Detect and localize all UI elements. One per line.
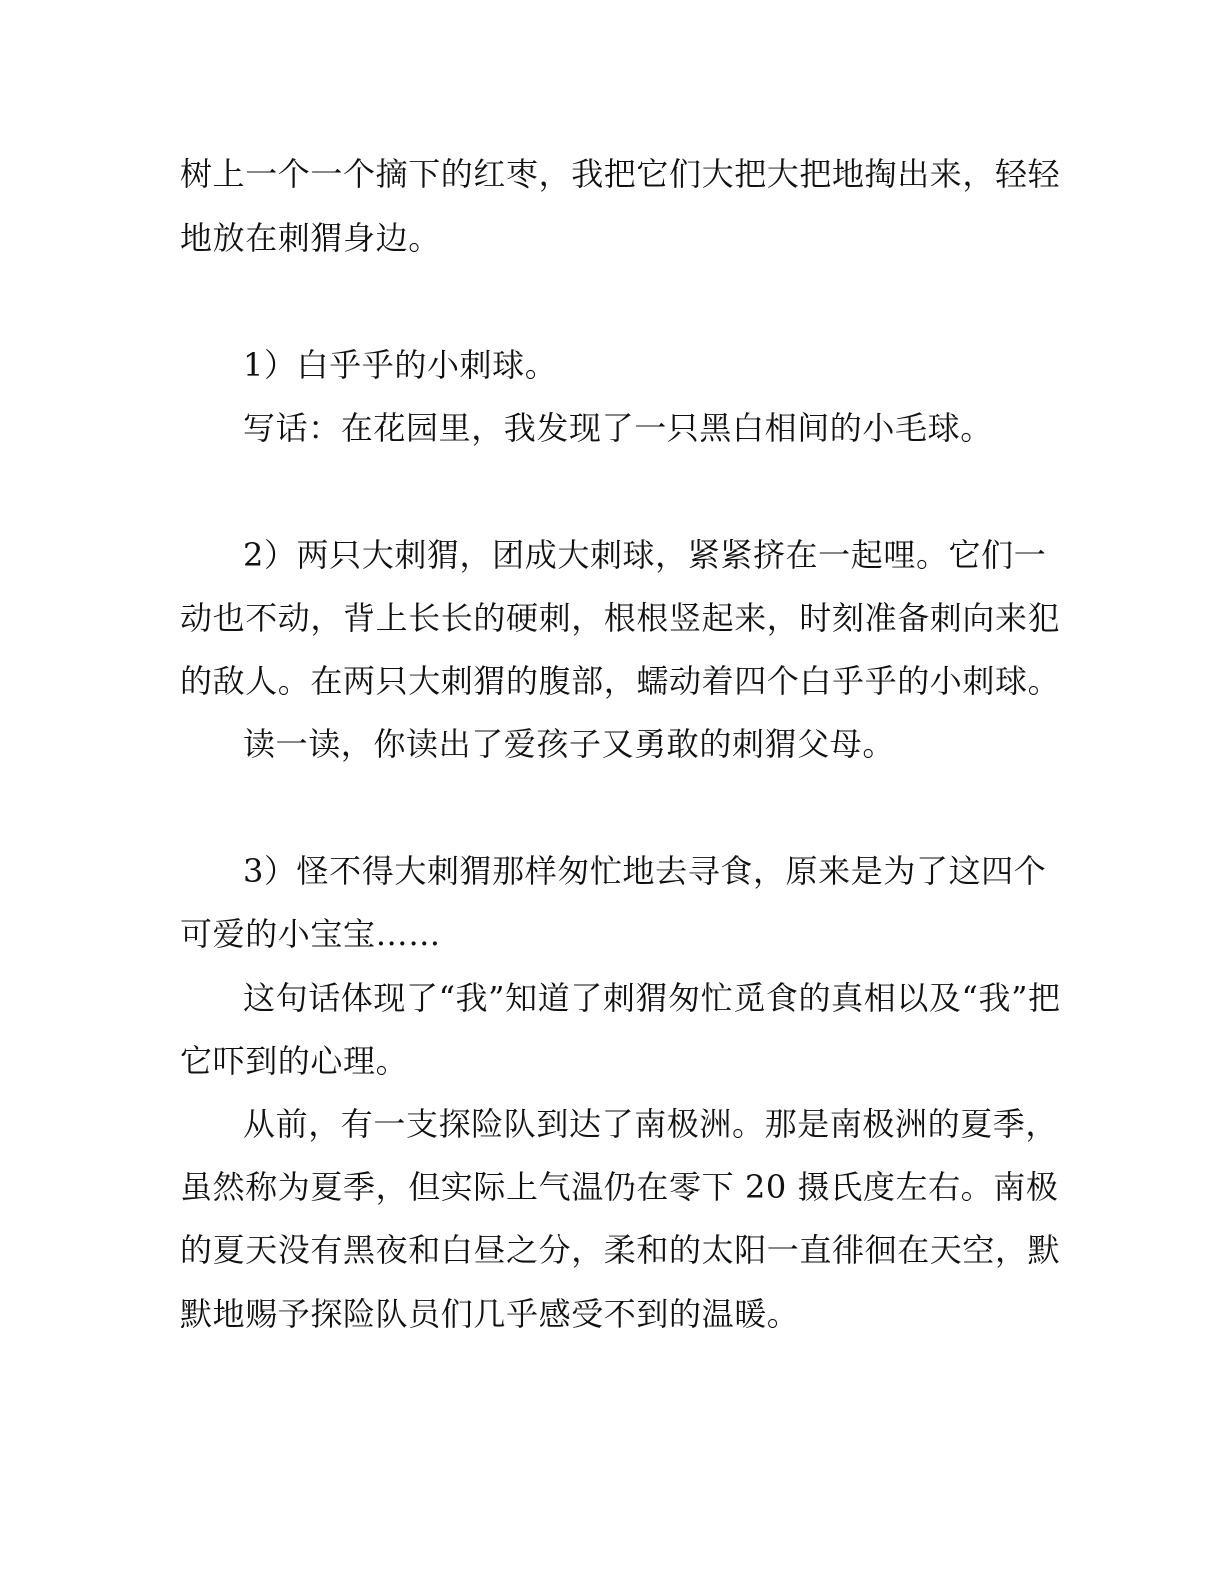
paragraph-line: 的敌人。在两只大刺猬的腹部，蠕动着四个白乎乎的小刺球。 — [180, 662, 1061, 700]
paragraph-line: 3）怪不得大刺猬那样匆忙地去寻食，原来是为了这四个 — [243, 852, 1047, 890]
paragraph-line: 树上一个一个摘下的红枣，我把它们大把大把地掏出来，轻轻 — [180, 155, 1061, 193]
paragraph-line: 动也不动，背上长长的硬刺，根根竖起来，时刻准备刺向来犯 — [180, 599, 1061, 637]
paragraph-line: 1）白乎乎的小刺球。 — [243, 346, 558, 384]
paragraph-line: 地放在刺猬身边。 — [180, 219, 441, 257]
paragraph-line: 默地赐予探险队员们几乎感受不到的温暖。 — [180, 1295, 800, 1333]
paragraph-line: 2）两只大刺猬，团成大刺球，紧紧挤在一起哩。它们一 — [243, 536, 1047, 574]
paragraph-line: 可爱的小宝宝…… — [180, 915, 441, 953]
paragraph-line: 的夏天没有黑夜和白昼之分，柔和的太阳一直徘徊在天空，默 — [180, 1231, 1061, 1269]
paragraph-line: 从前，有一支探险队到达了南极洲。那是南极洲的夏季， — [243, 1105, 1059, 1143]
paragraph-line: 写话：在花园里，我发现了一只黑白相间的小毛球。 — [243, 409, 993, 447]
paragraph-line: 这句话体现了“我”知道了刺猬匆忙觅食的真相以及“我”把 — [243, 979, 1061, 1017]
paragraph-line: 读一读，你读出了爱孩子又勇敢的刺猬父母。 — [243, 725, 896, 763]
paragraph-line: 它吓到的心理。 — [180, 1042, 409, 1080]
paragraph-line: 虽然称为夏季，但实际上气温仍在零下 20 摄氏度左右。南极 — [180, 1168, 1059, 1206]
